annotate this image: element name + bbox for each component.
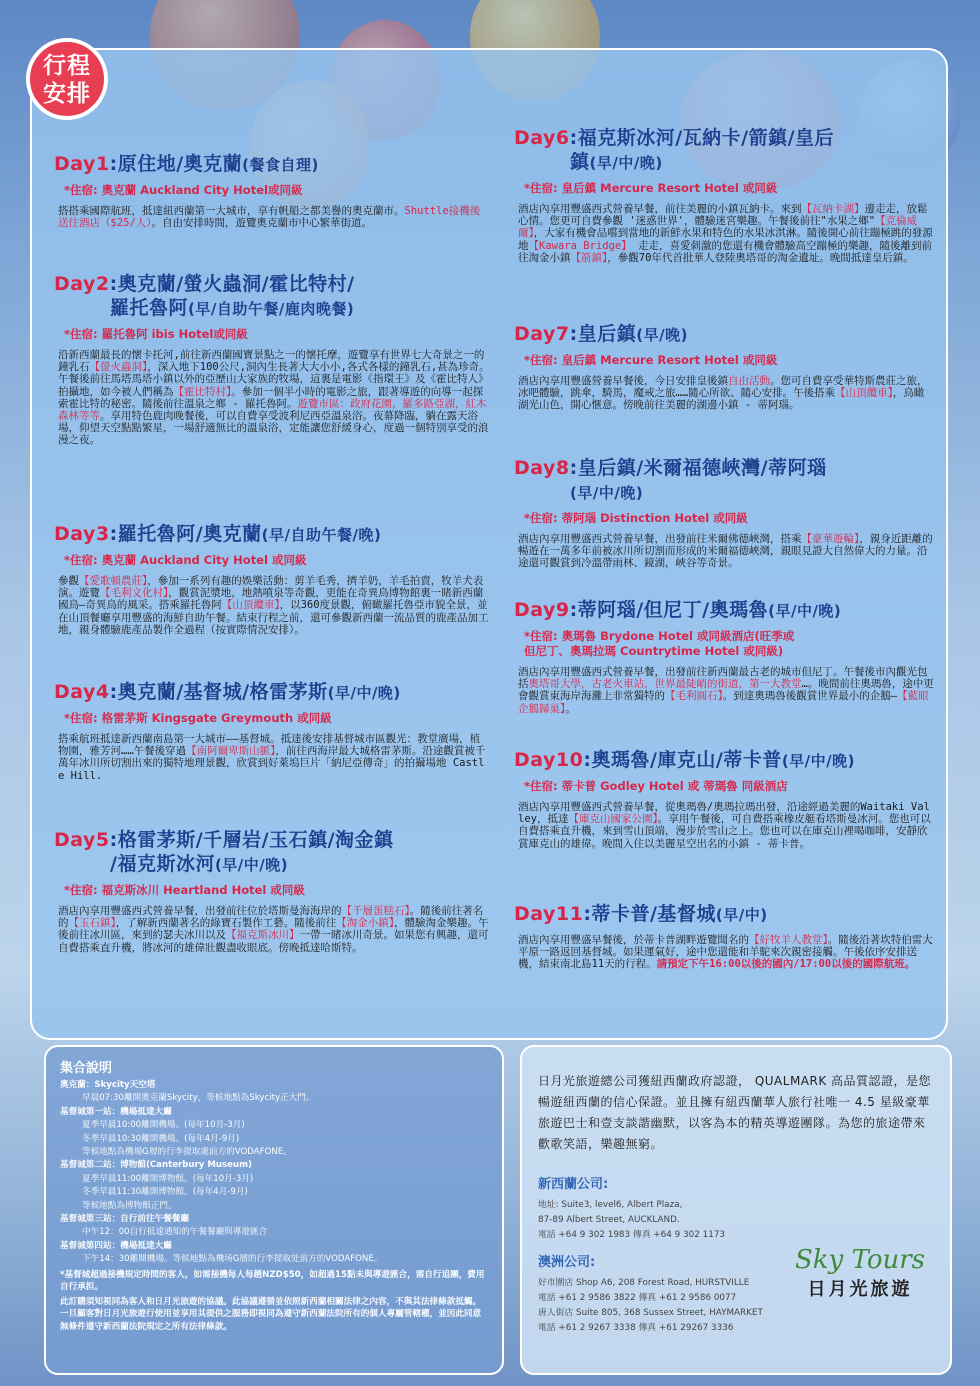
highlight-text: 【好牧羊人教堂】: [749, 934, 828, 946]
day-route: :奧克蘭/基督城/格雷茅斯: [109, 681, 328, 703]
day-route-cont: 羅托魯阿: [110, 297, 189, 319]
day-number: Day3: [54, 523, 110, 545]
day-title: [54, 152, 490, 177]
description-text: …。晚間前往奧瑪魯，途中更會觀賞東海岸海灘上非常獨特的: [518, 678, 934, 703]
day-7-section: [514, 322, 934, 412]
day-meals: (早/中/晚): [768, 602, 842, 620]
logo-chinese-name: 日月光旅遊: [807, 1279, 913, 1300]
gathering-line: 奧克蘭：Skycity天空塔: [60, 1080, 156, 1090]
gathering-line: 夏季早晨10:00離開機場。(每年10月-3月): [82, 1120, 245, 1131]
description-text: 。自由安排時間，遊覽奧克蘭市中心繁華街道。: [151, 217, 373, 230]
au-office-title: 澳洲公司:: [538, 1255, 596, 1270]
day-route: :福克斯冰河/瓦納卡/箭鎮/皇后: [569, 127, 835, 149]
day-number: Day8: [514, 457, 570, 479]
day-10-section: [514, 748, 934, 850]
highlight-text: 【瓦納卡湖】: [801, 203, 865, 215]
day-title-line-2: [54, 296, 490, 321]
highlight-text: 【愛歌頓農莊】: [79, 575, 148, 587]
day-meals: (早/自助午餐/晚): [261, 526, 382, 544]
day-number: Day6: [514, 127, 570, 149]
gathering-line: 基督城第四站：機場抵達大廳: [60, 1240, 172, 1251]
nz-office-line: 87-89 Albert Street, AUCKLAND.: [538, 1215, 680, 1225]
gathering-line: 冬季早晨10:30離開機場。(每年4月-9月): [82, 1133, 240, 1144]
day-hotel: *住宿: 蒂卡普 Godley Hotel 或 蒂瑪魯 同級酒店: [524, 779, 788, 793]
day-number: Day2: [54, 273, 110, 295]
highlight-text: 【毛利圓石】: [665, 690, 723, 703]
day-meals: (早/中/晚): [214, 856, 289, 874]
day-title: [514, 322, 934, 347]
day-meals: (早/中/晚): [570, 484, 644, 502]
description-text: 。到達奧瑪魯後觀賞世界最小的企鵝—: [722, 690, 898, 703]
description-text: ，參觀70年代首批華人登陸奧塔哥的淘金遺址。晚間抵達皇后鎮。: [607, 251, 914, 264]
nz-office-title: 新西蘭公司:: [538, 1177, 609, 1192]
day-hotel: *住宿: 奧克蘭 Auckland City Hotel或同級: [64, 183, 303, 197]
highlight-text: 【淘金小鎮】: [336, 917, 394, 930]
highlight-text: 【箭鎮】: [570, 251, 608, 264]
description-text: 邊走走，放鬆心情。您更可自費參觀 '迷惑世界'，體驗迷宮樂趣。午餐後前往"水果之鄉": [518, 203, 928, 228]
description-text: ，以360度景觀，俯瞰羅托魯亞市貌全景，並在山頂餐廳享用豐盛的海鮮自助午餐。結束行程之前，還可參觀新西蘭一流品質的鹿產品加工地，親身體驗鹿產品製作全過程（按實際情況安排）。: [58, 599, 489, 636]
description-text: ，大家有機會品嚐到當地的新鮮水果和特色的水果冰淇淋。隨後開心前往蹦極跳的發源地: [518, 227, 933, 252]
day-title-line-2: [54, 852, 490, 877]
day-4-section: [54, 680, 490, 782]
gathering-line: 基督城第三站：自行前往午餐餐廳: [60, 1214, 189, 1225]
day-route: :格雷茅斯/千層岩/玉石鎮/淘金鎮: [109, 829, 394, 851]
highlight-text: 【山頂纜車】: [835, 387, 893, 400]
gathering-note-1: *基督城超過接機規定時間的客人，如需接機每人每趟NZD$50，如超過15點未與導遊匯合，需自行追團，費用自行承担。: [60, 1269, 485, 1293]
description-text: 酒店內享用豐盛西式營養早餐，出發前往位於塔斯曼海海岸的: [58, 905, 342, 917]
day-meals: (早/晚): [636, 326, 688, 344]
highlight-text: 【螢火蟲洞】: [89, 361, 148, 374]
day-hotel: *住宿: 奧克蘭 Auckland City Hotel 或同級: [64, 553, 307, 567]
highlight-text: 【Kawara Bridge】: [528, 239, 632, 252]
description-text: 。隨後沿著坎特伯雷大平原一路返回基督城。如果運氣好，途中您還能和羊駝來次親密接觸。午後依序安排送機，結束南北島11天的行程。: [518, 934, 933, 971]
day-description: [514, 375, 934, 412]
day-hotel-alt: 但尼丁、奧瑪拉瑪 Countrytime Hotel 或同級): [524, 644, 784, 658]
nz-office-line: 電話 +64 9 302 1983 傳真 +64 9 302 1173: [538, 1230, 726, 1240]
day-number: Day4: [54, 681, 110, 703]
badge-line-1: 行程: [43, 53, 91, 79]
day-9-section: [514, 598, 934, 715]
day-meals: (早/中): [715, 906, 768, 924]
description-text: ，親身近距離的暢遊在一萬多年前被冰川所切割而形成的米爾福德峽灣，親眼見證大自然偉大的力量。沿途還可觀賞到冷溫帶雨林、鏡湖，峽谷等奇景。: [518, 533, 933, 570]
day-description: [54, 733, 490, 782]
au-office-line: 電話 +61 2 9586 3822 傳真 +61 2 9586 0077: [538, 1293, 737, 1303]
day-title: [514, 598, 934, 623]
nz-office-line: 地址: Suite3, level6, Albert Plaza,: [538, 1200, 683, 1210]
highlight-text: 【南阿爾卑斯山脈】: [186, 745, 276, 758]
description-text: 酒店內享用豐盛西式營養早餐，從奧瑪魯/奧瑪拉瑪出發，沿途經過美麗的Waitaki Valley，抵達: [518, 801, 930, 826]
gathering-note-2: 此訂購須知視同為客人和日月光旅遊的協議。此協議遵循並依照新西蘭相關法律之內容，不與其法律條款抵觸。一旦顧客對日月光旅遊行使用並享用其提供之服務即視同為遵守新西蘭法院所有的個人專屬管轄權，並因此同意無條件遵守新西蘭法院規定之所有法律條款。: [60, 1296, 482, 1333]
description-text: 走走，喜愛刺激的您還有機會體驗高空蹦極的樂趣，隨後離到前往淘金小鎮: [518, 239, 933, 264]
gathering-line: 冬季早晨11:30離開博物館。(每年4月-9月): [82, 1187, 248, 1198]
description-text: 酒店內享用豐盛早餐後，於蒂卡普湖畔遊覽聞名的: [518, 934, 749, 946]
description-text: ，深入地下100公尺,洞內生長著大大小小,各式各樣的鐘乳石,甚為珍奇。午餐後前往馬塔馬塔小鎮以外的亞歷山大家族的牧場，這裏是電影《指環王》及《霍比特人》拍攝地，如今被人們稱為: [58, 361, 490, 398]
day-description: [514, 203, 934, 264]
day-route: :原住地/奧克蘭: [109, 153, 243, 175]
description-text: 。參加一個半小時的電影之旅，跟著導遊的向導一起探索霍比特的秘密。隨後前往溫泉之鄉 - 羅托魯阿。: [58, 385, 484, 410]
day-hotel: *住宿: 格雷茅斯 Kingsgate Greymouth 或同級: [64, 711, 332, 725]
day-route: :皇后鎮/米爾福德峽灣/蒂阿瑙: [569, 457, 827, 479]
day-number: Day11: [514, 903, 584, 925]
description-text: 酒店內享用豐盛西式營養早餐，出發前往米爾佛德峽灣，搭乘: [518, 533, 802, 545]
description-text: 。: [565, 702, 576, 715]
gathering-line: 早晨07:30離開奧克蘭Skycity，等候地點為Skycity正大門。: [82, 1093, 315, 1104]
day-route: :奧瑪魯/庫克山/蒂卡普: [583, 749, 782, 771]
day-title: [54, 272, 490, 321]
highlight-text: Shuttle接機後送往酒店（$25/人）: [58, 205, 481, 230]
day-title: [514, 902, 934, 927]
day-route-cont: /福克斯冰河: [110, 853, 215, 875]
gathering-line: 下午14：30離開機場。等候地點為機场G層的行李提取处前方的VODAFONE。: [82, 1254, 383, 1265]
day-number: Day1: [54, 153, 110, 175]
day-5-section: [54, 828, 490, 954]
day-title: [514, 456, 934, 505]
day-title-line-2: [514, 480, 934, 505]
description-text: 酒店內享用豐盛營養早餐後，今日安排皇後鎮: [518, 375, 728, 387]
day-route: :羅托魯阿/奧克蘭: [109, 523, 262, 545]
highlight-text: 奧塔哥大學，古老火車站，世界最陡峭的街道，第一大教堂: [528, 678, 802, 691]
highlight-text: 請預定下午16:00以後的國內/17:00以後的國際航班。: [656, 958, 916, 971]
day-title: [54, 828, 490, 877]
day-hotel: *住宿: 蒂阿瑙 Distinction Hotel 或同級: [524, 511, 748, 525]
description-text: 酒店內享用豐盛西式營養早餐，出發前往新西蘭最古老的城市但尼丁。午餐後市內觀光包括: [518, 666, 928, 691]
highlight-text: 【玉石鎮】: [68, 917, 116, 930]
highlight-text: 【山頂纜車】: [221, 599, 280, 612]
day-number: Day10: [514, 749, 584, 771]
day-hotel: *住宿: 奧瑪魯 Brydone Hotel 或同級酒店(旺季或: [524, 629, 795, 643]
day-hotel: *住宿: 福克斯冰川 Heartland Hotel 或同級: [64, 883, 305, 897]
day-description: [54, 575, 490, 636]
description-text: ，參加一系列有趣的娛樂活動：剪羊毛秀，擠羊奶，羊毛拍賣，牧羊犬表演。遊覽: [58, 575, 484, 600]
description-text: 。您可自費享受華特斯農莊之旅，冰吧體驗，跳傘，騎馬，魔戒之旅……隨心所欲、隨心安排。午後搭乘: [518, 375, 928, 400]
day-description: [514, 533, 934, 570]
day-route: :蒂阿瑙/但尼丁/奧瑪魯: [569, 599, 769, 621]
description-text: 酒店內享用豐盛西式營養早餐，前往美麗的小鎮瓦納卡。來到: [518, 203, 802, 215]
day-hotel: *住宿: 羅托魯阿 ibis Hotel或同級: [64, 327, 248, 341]
day-number: Day9: [514, 599, 570, 621]
day-8-section: [514, 456, 934, 570]
au-office-line: 好市圍店 Shop A6, 208 Forest Road, HURSTVILLE: [538, 1278, 750, 1288]
day-hotel: *住宿: 皇后鎮 Mercure Resort Hotel 或同級: [524, 181, 778, 195]
description-text: 參觀: [58, 575, 79, 587]
highlight-text: 【福克斯冰川】: [226, 929, 300, 942]
day-meals: (早/自助午餐/鹿肉晚餐): [188, 300, 355, 318]
day-title: [514, 126, 934, 175]
description-text: 。享用特色鹿肉晚餐後，可以自費享受波利尼西亞溫泉浴。夜幕降臨，躺在露天浴場，仰望天空點點繁星，一場舒適無比的溫泉浴，定能讓您舒緩身心，度過一個特別享受的浪漫之夜。: [58, 410, 489, 447]
highlight-text: 遊覽市區：政府花園，羅多路亞湖，紅木森林等等: [58, 397, 487, 423]
gathering-line: 基督城第二站：博物館(Canterbury Museum): [60, 1160, 252, 1171]
day-hotel: *住宿: 皇后鎮 Mercure Resort Hotel 或同級: [524, 353, 778, 367]
description-text: 一帶一睹冰川奇景。如果您有興趣，還可自費搭乘直升機，將冰河的雄偉壯觀盡收眼底。傍晚抵達哈斯特。: [58, 929, 489, 954]
day-description: [54, 349, 490, 447]
description-text: ，鳥瞰湖光山色，開心愜意。傍晚前往美麗的湖邊小鎮 - 蒂阿瑙。: [518, 387, 925, 412]
gathering-info-panel: [44, 1045, 504, 1375]
day-number: Day5: [54, 829, 110, 851]
day-description: [54, 905, 490, 954]
day-number: Day7: [514, 323, 570, 345]
au-office-line: 電話 +61 2 9267 3338 傳真 +61 29267 3336: [538, 1323, 734, 1333]
company-intro: 日月光旅遊總公司獲紐西蘭政府認證， QUALMARK 高品質認證，是您暢遊紐西蘭的信心保證。並且擁有紐西蘭華人旅行社唯一 4.5 星級豪華旅遊巴士和壹支談諧幽默，以客為本的精英導遊團隊。為您的旅途帶來歡歌笑語，樂趣無窮。: [538, 1074, 932, 1151]
highlight-text: 【毛利文化村】: [100, 587, 169, 600]
day-route: :奧克蘭/螢火蟲洞/霍比特村/: [109, 273, 355, 295]
day-title-line-2: [514, 150, 934, 175]
gathering-line: 基督城第一站：機場抵達大廳: [60, 1106, 172, 1117]
highlight-text: 【千層蛋糕石】: [341, 905, 410, 917]
badge-line-2: 安排: [43, 81, 91, 107]
gathering-line: 等候地點為機場G層的行李提取處前方的VODAFONE。: [82, 1147, 292, 1158]
day-description: [514, 934, 934, 971]
description-text: ，了解新西蘭著名的綠寶石製作工藝。隨後前往: [115, 917, 337, 930]
highlight-text: 【藍眼企鵝歸巢】: [518, 690, 929, 715]
skytours-logo: [790, 1245, 930, 1355]
day-6-section: [514, 126, 934, 264]
description-text: 沿新西蘭最長的懷卡托河,前往新西蘭國寶景點之一的懷托摩，遊覽享有世界七大奇景之一的鐘乳石: [58, 349, 485, 374]
day-meals: (早/中/晚): [589, 154, 663, 172]
highlight-text: 【克倫威爾】: [518, 215, 918, 240]
day-title: [54, 680, 490, 705]
day-3-section: [54, 522, 490, 636]
day-route: :蒂卡普/基督城: [583, 903, 716, 925]
gathering-lines: [60, 1079, 488, 1267]
highlight-text: 【庫克山國家公園】: [568, 813, 658, 826]
day-description: [514, 801, 934, 850]
description-text: 。享用午餐後，可自費搭乘橡皮艇看塔斯曼冰河。您也可以自費搭乘直升機，來到雪山頂端，漫步於雪山之上。您也可以在庫克山裡喝咖啡，安靜欣賞庫克山的雄偉。晚間入住以美麗星空出名的小鎮 - 蒂卡普。: [518, 813, 931, 850]
highlight-text: 【霍比特村】: [173, 385, 232, 398]
description-text: ，觀賞泥漿地，地熱噴泉等奇觀，更能在奇異鳥博物館裏一睹新西蘭國鳥—奇異鳥的風采。搭乘羅托魯阿: [58, 587, 484, 612]
day-meals: (早/中/晚): [327, 684, 401, 702]
au-office-line: 唐人街店 Suite 805, 368 Sussex Street, HAYMARKET: [538, 1308, 763, 1318]
gathering-line: 中午12：00自行抵達通知的午餐餐廳與導遊匯合: [82, 1227, 268, 1238]
gathering-line: 夏季早晨11:00離開博物館。(每年10月-3月): [82, 1173, 254, 1184]
day-description: [514, 666, 934, 715]
description-text: 。隨後前往著名的: [58, 905, 484, 930]
description-text: ，體驗淘金樂趣。午後前往冰川區，來到約瑟夫冰川以及: [58, 917, 489, 942]
day-title: [514, 748, 934, 773]
day-description: [54, 205, 490, 229]
day-route-cont: 鎮: [570, 151, 590, 173]
day-meals: (早/中/晚): [781, 752, 855, 770]
gathering-title: 集合說明: [60, 1061, 113, 1076]
gathering-line: 等候地點為博物館正門。: [82, 1200, 177, 1211]
day-11-section: [514, 902, 934, 971]
day-1-section: [54, 152, 490, 229]
description-text: 搭搭乘國際航班，抵達紐西蘭第一大城市，享有帆船之都美譽的奧克蘭市。: [58, 205, 405, 217]
day-route: :皇后鎮: [569, 323, 637, 345]
highlight-text: 【豪華遊輪】: [801, 533, 860, 545]
itinerary-badge: [26, 38, 108, 120]
day-2-section: [54, 272, 490, 447]
day-meals: (餐食自理): [242, 156, 319, 174]
logo-script: Sky Tours: [794, 1245, 925, 1275]
highlight-text: 自由活動: [728, 375, 770, 387]
nz-office-lines: [538, 1198, 934, 1243]
description-text: 搭乘航班抵達新西蘭南島第一大城市——基督城。抵達後安排基督城市區觀光：教堂廣場，植物園，雅芳河……午餐後穿過: [58, 733, 481, 758]
day-title: [54, 522, 490, 547]
description-text: ，前往西海岸最大城格雷茅斯。沿途觀賞被千萬年冰川所切割出來的獨特地理景觀，欣賞到好萊塢巨片「納尼亞傳奇」的拍攝場地 Castle Hill.: [58, 745, 486, 782]
company-info-panel: [520, 1045, 952, 1375]
